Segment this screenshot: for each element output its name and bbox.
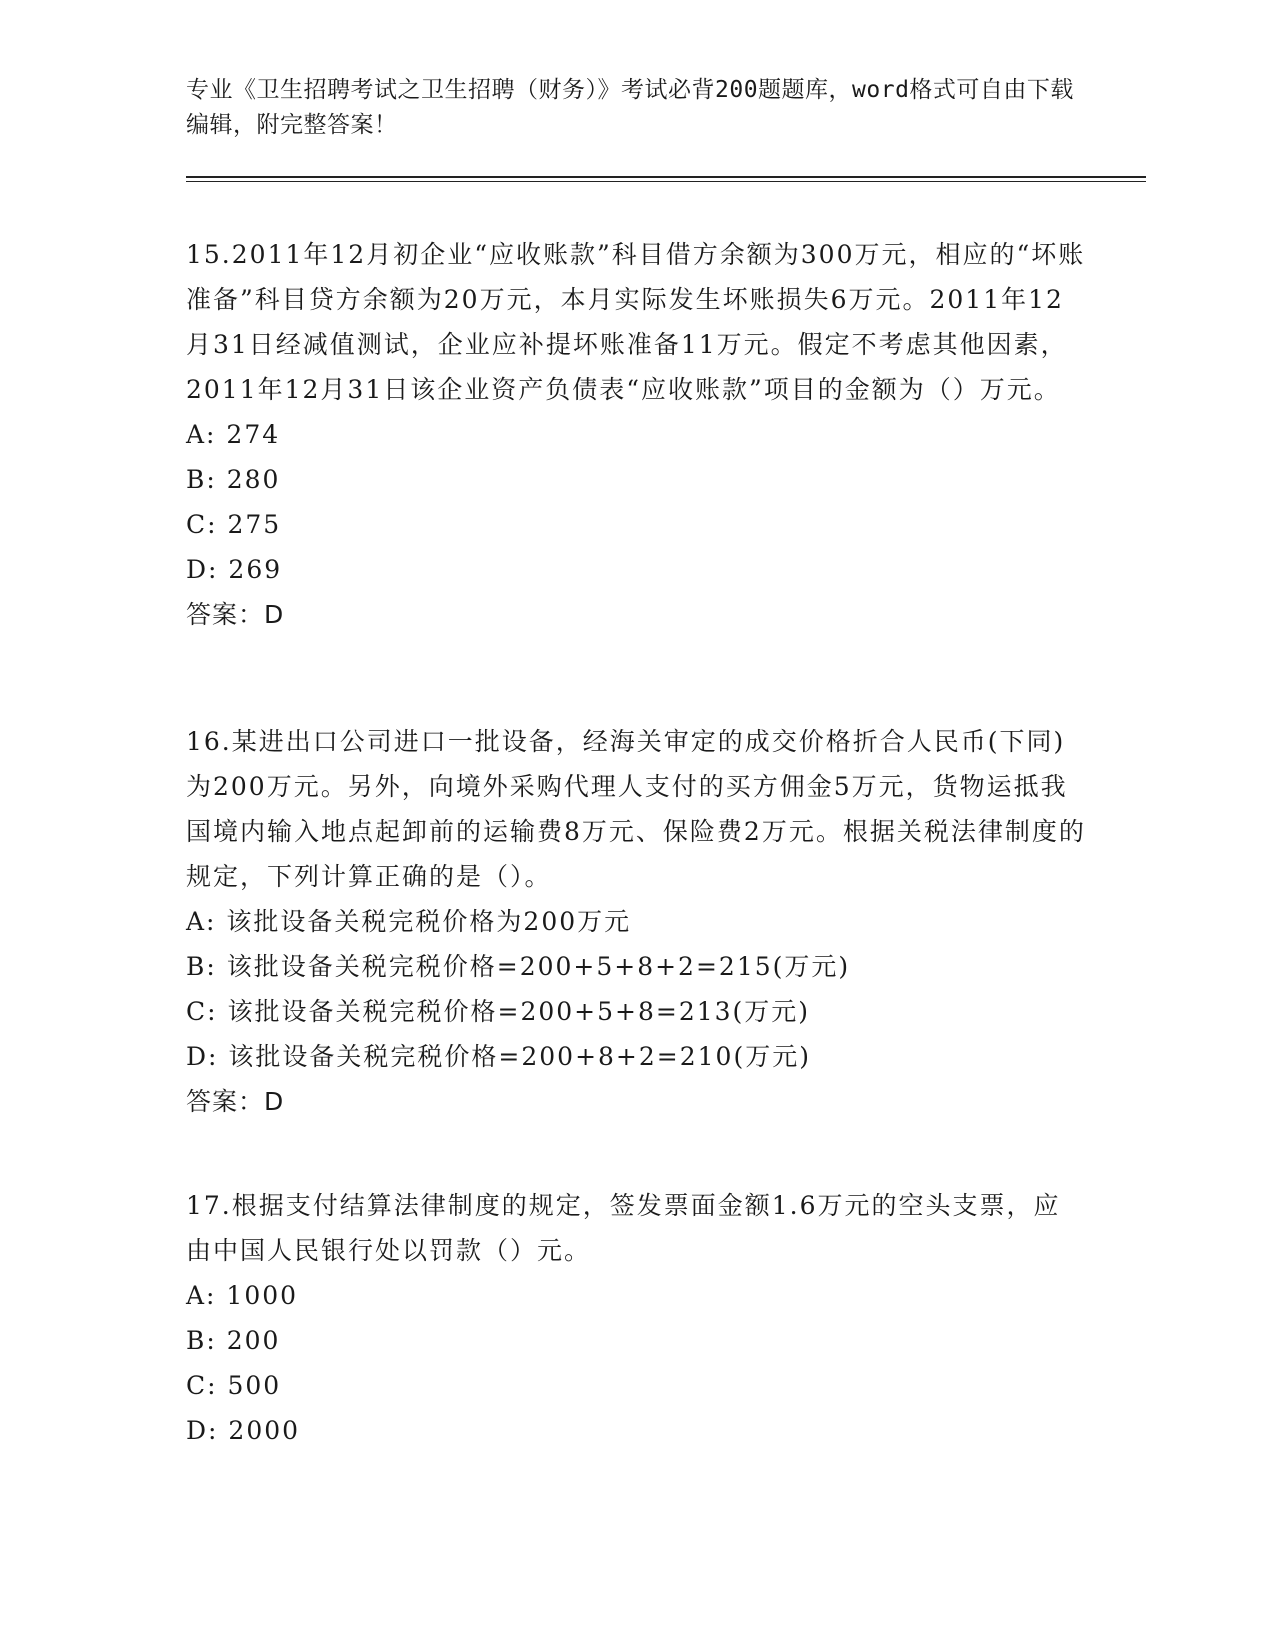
question-stem: 17.根据支付结算法律制度的规定，签发票面金额1.6万元的空头支票，应由中国人民银行处以罚款（）元。: [186, 1191, 1061, 1265]
header-divider: [186, 176, 1146, 178]
header-divider-thin: [186, 181, 1146, 182]
option-c: C: 该批设备关税完税价格=200+5+8=213(万元): [186, 997, 811, 1026]
question-stem: 16.某进出口公司进口一批设备，经海关审定的成交价格折合人民币(下同)为200万元。另外，向境外采购代理人支付的买方佣金5万元，货物运抵我国境内输入地点起卸前的运输费8万元、保险费2万元。根据关税法律制度的规定，下列计算正确的是（）。: [186, 727, 1086, 891]
option-d: D: 269: [186, 555, 283, 584]
document-header: 专业《卫生招聘考试之卫生招聘（财务）》考试必背200题题库，word格式可自由下载编辑，附完整答案！: [186, 77, 1074, 138]
question-17: [186, 1183, 1086, 1453]
question-stem: 15.2011年12月初企业“应收账款”科目借方余额为300万元，相应的“坏账准备”科目贷方余额为20万元，本月实际发生坏账损失6万元。2011年12月31日经减值测试，企业应补提坏账准备11万元。假定不考虑其他因素，2011年12月31日该企业资产负债表“应收账款”项目的金额为（）万元。: [186, 240, 1086, 404]
answer-label: 答案：D: [186, 1087, 285, 1116]
option-d: D: 该批设备关税完税价格=200+8+2=210(万元): [186, 1042, 811, 1071]
option-b: B: 该批设备关税完税价格=200+5+8+2=215(万元): [186, 952, 851, 981]
option-c: C: 500: [186, 1371, 282, 1400]
option-a: A: 该批设备关税完税价格为200万元: [186, 907, 632, 936]
option-d: D: 2000: [186, 1416, 301, 1445]
option-c: C: 275: [186, 510, 282, 539]
option-a: A: 1000: [186, 1281, 299, 1310]
question-15: [186, 232, 1086, 637]
question-16: [186, 719, 1086, 1124]
option-b: B: 200: [186, 1326, 281, 1355]
option-b: B: 280: [186, 465, 281, 494]
answer-label: 答案：D: [186, 600, 285, 629]
option-a: A: 274: [186, 420, 281, 449]
